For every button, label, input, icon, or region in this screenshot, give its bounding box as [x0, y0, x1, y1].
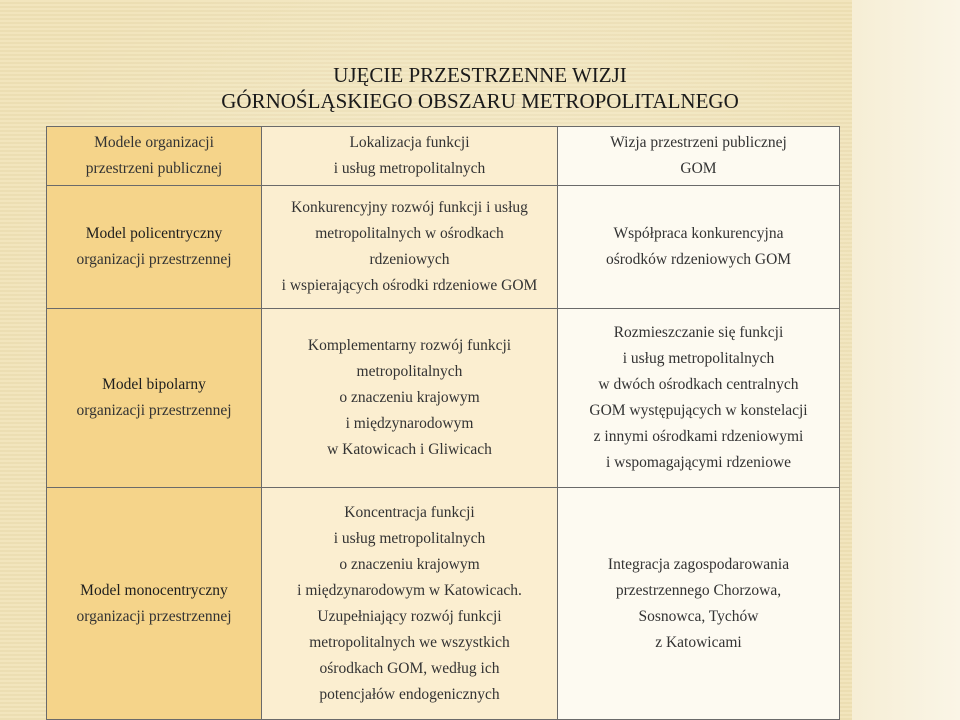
header-vision-line: GOM [680, 160, 717, 177]
text-line: i międzynarodowym [345, 415, 474, 432]
cell-model-policentric [47, 186, 262, 309]
text-line: i wspomagającymi rdzeniowe [605, 454, 792, 471]
text-line: z innymi ośrodkami rdzeniowymi [593, 428, 804, 445]
model-subtitle: organizacji przestrzennej [76, 251, 232, 268]
cell-vision-monocentric [558, 488, 840, 720]
text-line: z Katowicami [655, 633, 742, 651]
text-line: Rozmieszczanie się funkcji [613, 324, 784, 341]
header-models-line: Modele organizacji [94, 134, 214, 151]
table-row-policentric [47, 186, 840, 309]
text-line: Komplementarny rozwój funkcji [307, 337, 512, 354]
text-line: i usług metropolitalnych [622, 350, 775, 367]
cell-vision-policentric [558, 186, 840, 309]
model-subtitle: organizacji przestrzennej [76, 607, 232, 625]
model-name: Model policentryczny [85, 225, 223, 242]
text-line: i wspierających ośrodki rdzeniowe GOM [281, 277, 538, 294]
header-models [47, 127, 262, 186]
text-line: i międzynarodowym w Katowicach. [297, 581, 522, 599]
title-line-1: UJĘCIE PRZESTRZENNE WIZJI [333, 63, 627, 87]
text-line: w dwóch ośrodkach centralnych [598, 376, 799, 393]
text-line: przestrzennego Chorzowa, [615, 581, 782, 599]
text-line: Sosnowca, Tychów [638, 607, 759, 625]
text-line: metropolitalnych we wszystkich [309, 633, 510, 651]
right-decorative-band [852, 0, 960, 720]
slide-title [120, 62, 840, 114]
title-line-2: GÓRNOŚLĄSKIEGO OBSZARU METROPOLITALNEGO [221, 89, 739, 113]
text-line: Integracja zagospodarowania [607, 555, 790, 573]
header-location [262, 127, 558, 186]
text-line: ośrodków rdzeniowych GOM [605, 251, 792, 268]
cell-location-policentric [262, 186, 558, 309]
text-line: Współpraca konkurencyjna [613, 225, 784, 242]
text-line: metropolitalnych [356, 363, 463, 380]
text-line: o znaczeniu krajowym [339, 389, 480, 406]
text-line: i usług metropolitalnych [333, 529, 486, 547]
cell-location-monocentric [262, 488, 558, 720]
cell-model-bipolar [47, 309, 262, 488]
cell-vision-bipolar [558, 309, 840, 488]
text-line: w Katowicach i Gliwicach [327, 441, 492, 458]
header-vision [558, 127, 840, 186]
text-line: metropolitalnych w ośrodkach [315, 225, 504, 242]
model-name: Model monocentryczny [80, 581, 228, 599]
table-header-row [47, 127, 840, 186]
comparison-table [46, 126, 840, 720]
table-row-bipolar [47, 309, 840, 488]
header-vision-line: Wizja przestrzeni publicznej [610, 134, 787, 151]
header-models-line: przestrzeni publicznej [85, 160, 223, 177]
text-line: GOM występujących w konstelacji [589, 402, 808, 419]
text-line: rdzeniowych [369, 251, 450, 268]
text-line: ośrodkach GOM, według ich [319, 659, 500, 677]
cell-model-monocentric [47, 488, 262, 720]
model-name: Model bipolarny [102, 376, 206, 393]
text-line: Konkurencyjny rozwój funkcji i usług [291, 199, 528, 216]
cell-location-bipolar [262, 309, 558, 488]
header-location-line: i usług metropolitalnych [333, 160, 486, 177]
table-row-monocentric [47, 488, 840, 720]
text-line: Koncentracja funkcji [344, 503, 475, 521]
text-line: potencjałów endogenicznych [319, 685, 500, 703]
text-line: Uzupełniający rozwój funkcji [317, 607, 502, 625]
text-line: o znaczeniu krajowym [339, 555, 480, 573]
model-subtitle: organizacji przestrzennej [76, 402, 232, 419]
header-location-line: Lokalizacja funkcji [349, 134, 470, 151]
